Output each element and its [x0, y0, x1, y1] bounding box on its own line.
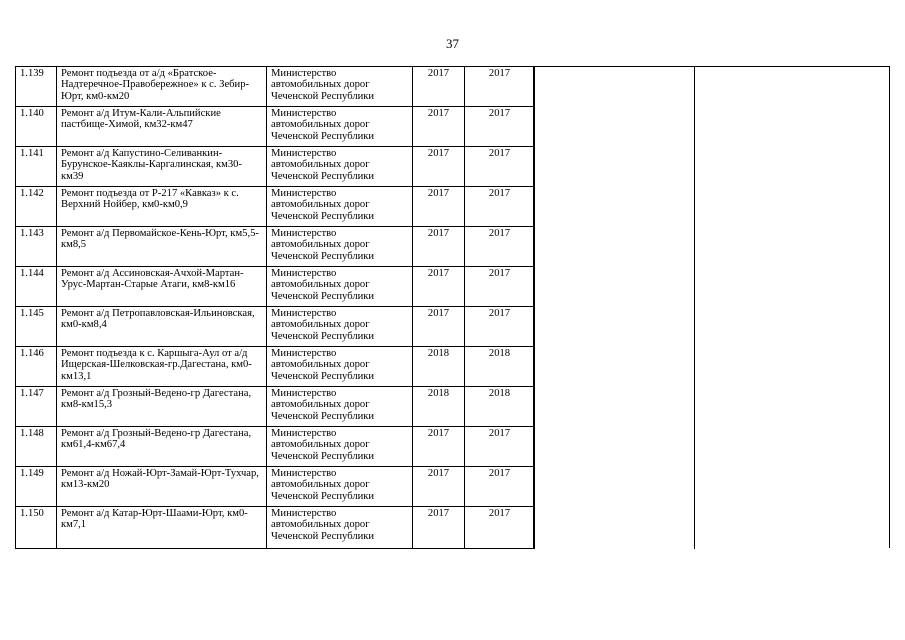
- end-year: 2017: [465, 507, 535, 549]
- column-divider: [694, 67, 695, 549]
- row-number: 1.142: [16, 187, 57, 227]
- start-year: 2018: [413, 387, 465, 427]
- row-number: 1.150: [16, 507, 57, 549]
- row-number: 1.145: [16, 307, 57, 347]
- end-year: 2017: [465, 227, 535, 267]
- row-number: 1.140: [16, 107, 57, 147]
- table-row: [16, 67, 535, 107]
- responsible-organization: Министерство автомобильных дорог Чеченской Республики: [267, 507, 413, 549]
- end-year: 2017: [465, 427, 535, 467]
- row-number: 1.148: [16, 427, 57, 467]
- responsible-organization: Министерство автомобильных дорог Чеченской Республики: [267, 267, 413, 307]
- road-object-name: Ремонт а/д Первомайское-Кень-Юрт, км5,5-км8,5: [57, 227, 267, 267]
- start-year: 2017: [413, 67, 465, 107]
- table-row: [16, 107, 535, 147]
- table-row: [16, 427, 535, 467]
- start-year: 2017: [413, 267, 465, 307]
- responsible-organization: Министерство автомобильных дорог Чеченской Республики: [267, 467, 413, 507]
- end-year: 2017: [465, 467, 535, 507]
- end-year: 2017: [465, 107, 535, 147]
- table-row: [16, 347, 535, 387]
- responsible-organization: Министерство автомобильных дорог Чеченской Республики: [267, 347, 413, 387]
- end-year: 2018: [465, 347, 535, 387]
- responsible-organization: Министерство автомобильных дорог Чеченской Республики: [267, 427, 413, 467]
- end-year: 2018: [465, 387, 535, 427]
- row-number: 1.147: [16, 387, 57, 427]
- table-row: [16, 507, 535, 549]
- responsible-organization: Министерство автомобильных дорог Чеченской Республики: [267, 387, 413, 427]
- end-year: 2017: [465, 67, 535, 107]
- end-year: 2017: [465, 187, 535, 227]
- row-number: 1.141: [16, 147, 57, 187]
- start-year: 2017: [413, 307, 465, 347]
- row-number: 1.143: [16, 227, 57, 267]
- end-year: 2017: [465, 267, 535, 307]
- road-object-name: Ремонт а/д Грозный-Ведено-гр Дагестана, км8-км15,3: [57, 387, 267, 427]
- responsible-organization: Министерство автомобильных дорог Чеченской Республики: [267, 147, 413, 187]
- road-object-name: Ремонт а/д Грозный-Ведено-гр Дагестана, км61,4-км67,4: [57, 427, 267, 467]
- page-number: 37: [446, 36, 459, 51]
- road-object-name: Ремонт а/д Катар-Юрт-Шаами-Юрт, км0-км7,1: [57, 507, 267, 549]
- row-number: 1.139: [16, 67, 57, 107]
- row-number: 1.144: [16, 267, 57, 307]
- table-row: [16, 267, 535, 307]
- road-object-name: Ремонт а/д Капустино-Селиванкин-Бурунское-Каяклы-Каргалинская, км30-км39: [57, 147, 267, 187]
- table-row: [16, 147, 535, 187]
- road-object-name: Ремонт а/д Ассиновская-Ачхой-Мартан-Урус-Мартан-Старые Атаги, км8-км16: [57, 267, 267, 307]
- row-number: 1.149: [16, 467, 57, 507]
- road-object-name: Ремонт а/д Ножай-Юрт-Замай-Юрт-Тухчар, км13-км20: [57, 467, 267, 507]
- start-year: 2018: [413, 347, 465, 387]
- start-year: 2017: [413, 187, 465, 227]
- start-year: 2017: [413, 147, 465, 187]
- start-year: 2017: [413, 107, 465, 147]
- responsible-organization: Министерство автомобильных дорог Чеченской Республики: [267, 67, 413, 107]
- table-body: [16, 67, 535, 549]
- start-year: 2017: [413, 467, 465, 507]
- responsible-organization: Министерство автомобильных дорог Чеченской Республики: [267, 307, 413, 347]
- start-year: 2017: [413, 427, 465, 467]
- table-row: [16, 187, 535, 227]
- responsible-organization: Министерство автомобильных дорог Чеченской Республики: [267, 227, 413, 267]
- responsible-organization: Министерство автомобильных дорог Чеченской Республики: [267, 107, 413, 147]
- start-year: 2017: [413, 227, 465, 267]
- table-row: [16, 227, 535, 267]
- road-object-name: Ремонт а/д Итум-Кали-Альпийские пастбище-Химой, км32-км47: [57, 107, 267, 147]
- empty-columns-box: [533, 66, 890, 548]
- responsible-organization: Министерство автомобильных дорог Чеченской Республики: [267, 187, 413, 227]
- road-object-name: Ремонт подъезда к с. Каршыга-Аул от а/д Ищерская-Шелковская-гр.Дагестана, км0-км13,1: [57, 347, 267, 387]
- table-row: [16, 387, 535, 427]
- end-year: 2017: [465, 147, 535, 187]
- road-object-name: Ремонт подъезда от а/д «Братское-Надтеречное-Правобережное» к с. Зебир-Юрт, км0-км20: [57, 67, 267, 107]
- row-number: 1.146: [16, 347, 57, 387]
- road-repair-table: [15, 66, 535, 549]
- end-year: 2017: [465, 307, 535, 347]
- start-year: 2017: [413, 507, 465, 549]
- road-object-name: Ремонт а/д Петропавловская-Ильиновская, км0-км8,4: [57, 307, 267, 347]
- table-row: [16, 307, 535, 347]
- road-object-name: Ремонт подъезда от Р-217 «Кавказ» к с. Верхний Нойбер, км0-км0,9: [57, 187, 267, 227]
- table-row: [16, 467, 535, 507]
